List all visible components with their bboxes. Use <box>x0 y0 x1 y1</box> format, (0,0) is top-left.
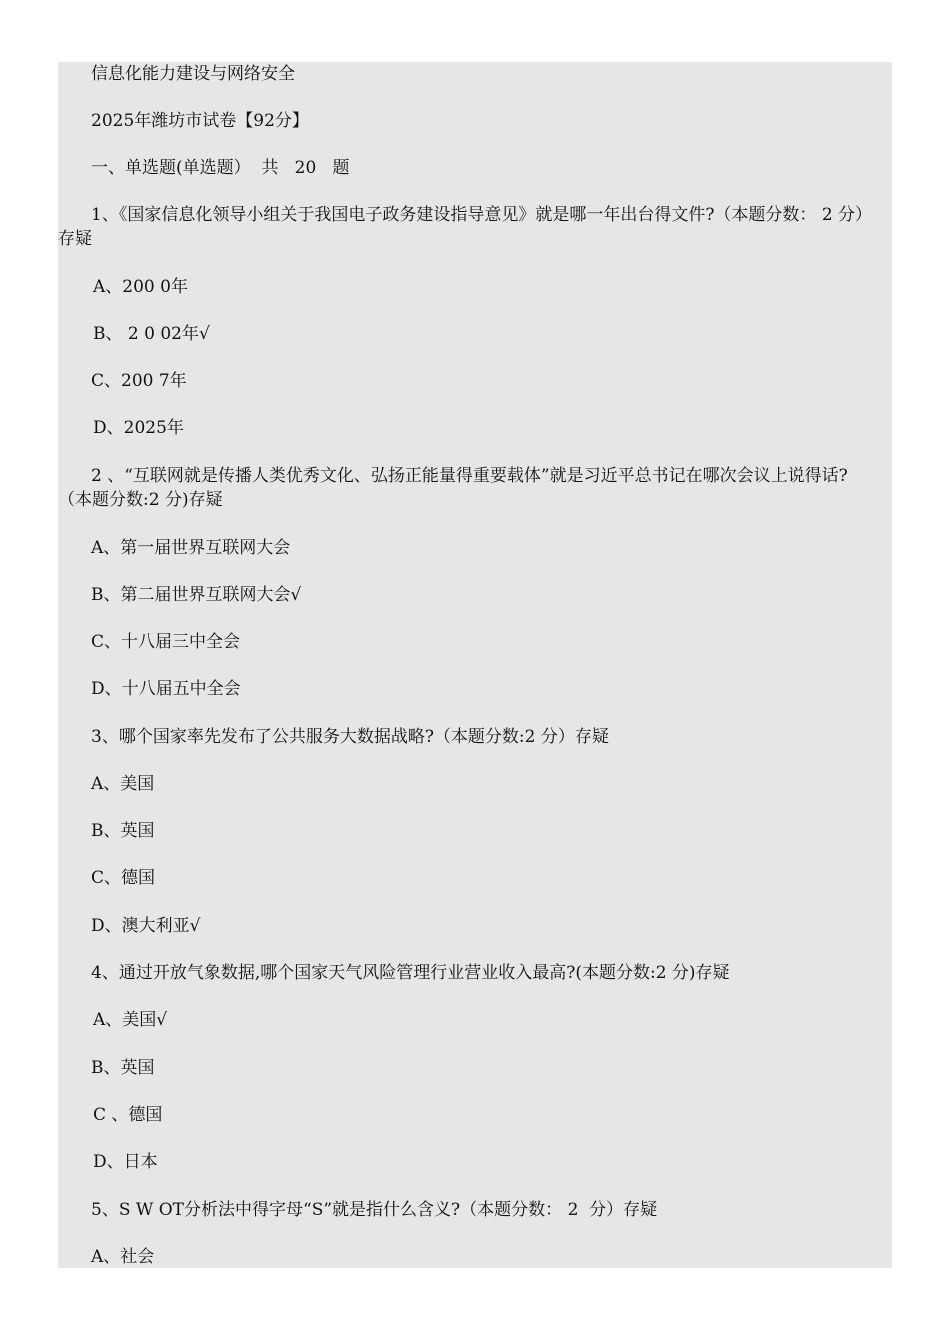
question-4-option-b: B、英国 <box>91 1058 155 1078</box>
question-2-option-b: B、第二届世界互联网大会√ <box>91 585 302 605</box>
question-1-option-b: B、 2 0 02年√ <box>93 324 210 344</box>
question-2-option-a: A、第一届世界互联网大会 <box>91 538 291 558</box>
document-subtitle: 2025年潍坊市试卷【92分】 <box>91 111 309 131</box>
question-3-option-a: A、美国 <box>91 774 155 794</box>
question-4-option-a: A、美国√ <box>93 1010 168 1030</box>
question-2-text: 2 、“互联网就是传播人类优秀文化、弘扬正能量得重要载体”就是习近平总书记在哪次会议上说得话?（本题分数:2 分)存疑 <box>58 466 848 510</box>
question-1-option-a: A、200 0年 <box>93 277 188 297</box>
question-1-option-d: D、2025年 <box>93 418 184 438</box>
document-page <box>58 62 892 1268</box>
question-3-text: 3、哪个国家率先发布了公共服务大数据战略?（本题分数:2 分）存疑 <box>91 727 609 747</box>
question-2-option-c: C、十八届三中全会 <box>91 632 241 652</box>
document-title: 信息化能力建设与网络安全 <box>91 64 295 84</box>
section-heading: 一、单选题(单选题） 共 20 题 <box>91 158 350 178</box>
question-3-option-d: D、澳大利亚√ <box>91 916 201 936</box>
question-3-option-c: C、德国 <box>91 868 156 888</box>
question-4-text: 4、通过开放气象数据,哪个国家天气风险管理行业营业收入最高?(本题分数:2 分)存疑 <box>91 963 730 983</box>
question-4-option-c: C 、德国 <box>93 1105 163 1125</box>
question-1-option-c: C、200 7年 <box>91 371 187 391</box>
question-1-text: 1、《国家信息化领导小组关于我国电子政务建设指导意见》就是哪一年出台得文件?（本题分数： 2 分）存疑 <box>58 205 873 249</box>
question-4-option-d: D、日本 <box>93 1152 158 1172</box>
question-2-option-d: D、十八届五中全会 <box>91 679 241 699</box>
question-5-option-a: A、社会 <box>91 1247 155 1267</box>
question-5-text: 5、S W OT分析法中得字母“S”就是指什么含义?（本题分数： 2 分）存疑 <box>91 1200 658 1220</box>
question-3-option-b: B、英国 <box>91 821 155 841</box>
